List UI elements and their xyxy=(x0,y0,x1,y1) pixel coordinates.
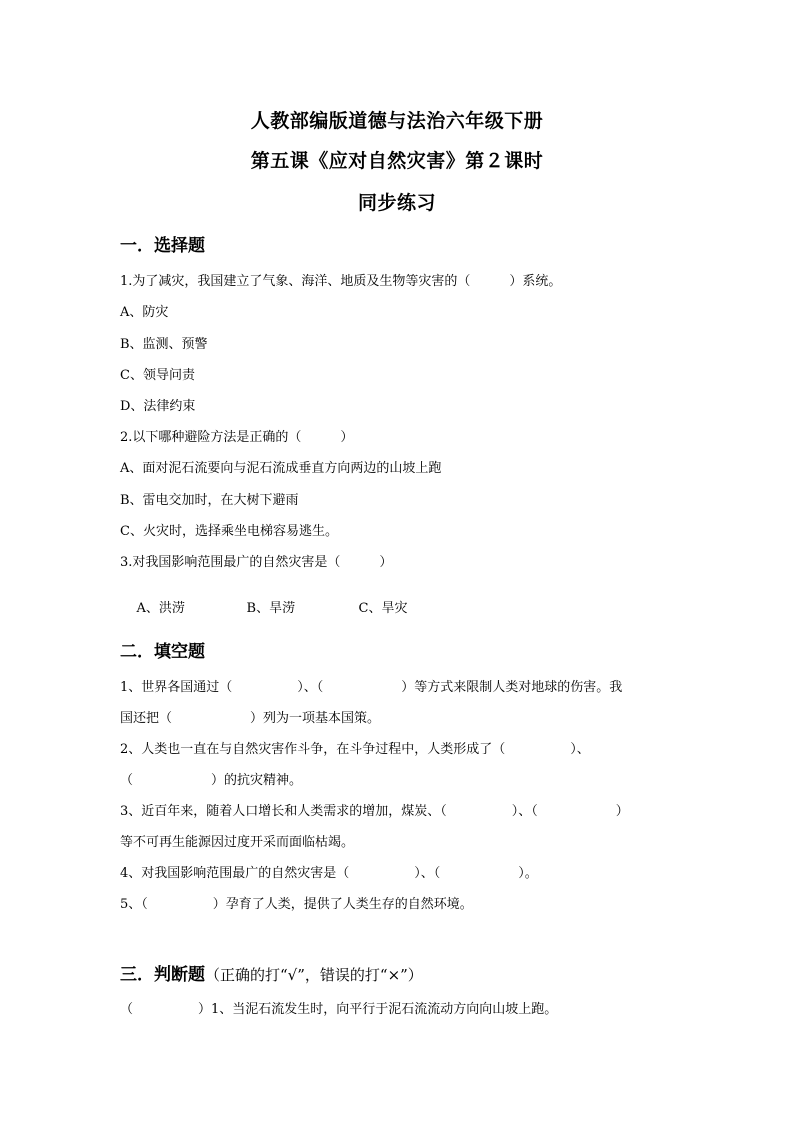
q3-option-b: B、旱涝 xyxy=(246,601,296,616)
q2-option-a: A、面对泥石流要向与泥石流成垂直方向两边的山坡上跑 xyxy=(120,461,442,476)
question-3: 3.对我国影响范围最广的自然灾害是（ ） xyxy=(120,555,393,570)
q3-option-c: C、旱灾 xyxy=(358,601,408,616)
exercise-title: 同步练习 xyxy=(357,192,436,214)
section-heading-choice: 一．选择题 xyxy=(120,236,205,256)
fill-question-2-line1: 2、人类也一直在与自然灾害作斗争，在斗争过程中，人类形成了（ ）、 xyxy=(120,742,590,757)
section-3-note: （正确的打“√”，错误的打“×”） xyxy=(205,966,423,984)
document-title: 人教部编版道德与法治六年级下册 xyxy=(250,110,544,132)
fill-question-3-line2: 等不可再生能源因过度开采而面临枯竭。 xyxy=(120,835,355,850)
question-1: 1.为了减灾，我国建立了气象、海洋、地质及生物等灾害的（ ）系统。 xyxy=(120,274,562,289)
q1-option-d: D、法律约束 xyxy=(120,399,196,414)
section-heading-fill: 二．填空题 xyxy=(120,642,205,662)
lesson-title: 第五课《应对自然灾害》第２课时 xyxy=(250,150,544,172)
fill-question-1-line2: 国还把（ ）列为一项基本国策。 xyxy=(120,711,381,726)
q1-option-c: C、领导问责 xyxy=(120,368,195,383)
fill-question-4: 4、对我国影响范围最广的自然灾害是（ ）、（ ）。 xyxy=(120,866,538,881)
fill-question-2-line2: （ ）的抗灾精神。 xyxy=(120,773,303,788)
fill-question-1-line1: 1、世界各国通过（ ）、（ ）等方式来限制人类对地球的伤害。我 xyxy=(120,680,623,695)
q1-option-b: B、监测、预警 xyxy=(120,337,208,352)
q2-option-b: B、雷电交加时，在大树下避雨 xyxy=(120,493,299,508)
q2-option-c: C、火灾时，选择乘坐电梯容易逃生。 xyxy=(120,524,338,539)
section-3-heading: 三．判断题 xyxy=(120,965,205,985)
q1-option-a: A、防灾 xyxy=(120,305,169,320)
judge-question-1: （ ）1、当泥石流发生时，向平行于泥石流流动方向向山坡上跑。 xyxy=(120,1002,558,1017)
section-heading-judge xyxy=(120,960,423,985)
fill-question-5: 5、（ ）孕育了人类，提供了人类生存的自然环境。 xyxy=(120,897,473,912)
question-2: 2.以下哪种避险方法是正确的（ ） xyxy=(120,430,354,445)
q3-option-a: A、洪涝 xyxy=(136,601,185,616)
q3-options xyxy=(120,582,407,631)
fill-question-3-line1: 3、近百年来，随着人口增长和人类需求的增加，煤炭、（ ）、（ ） xyxy=(120,804,629,819)
